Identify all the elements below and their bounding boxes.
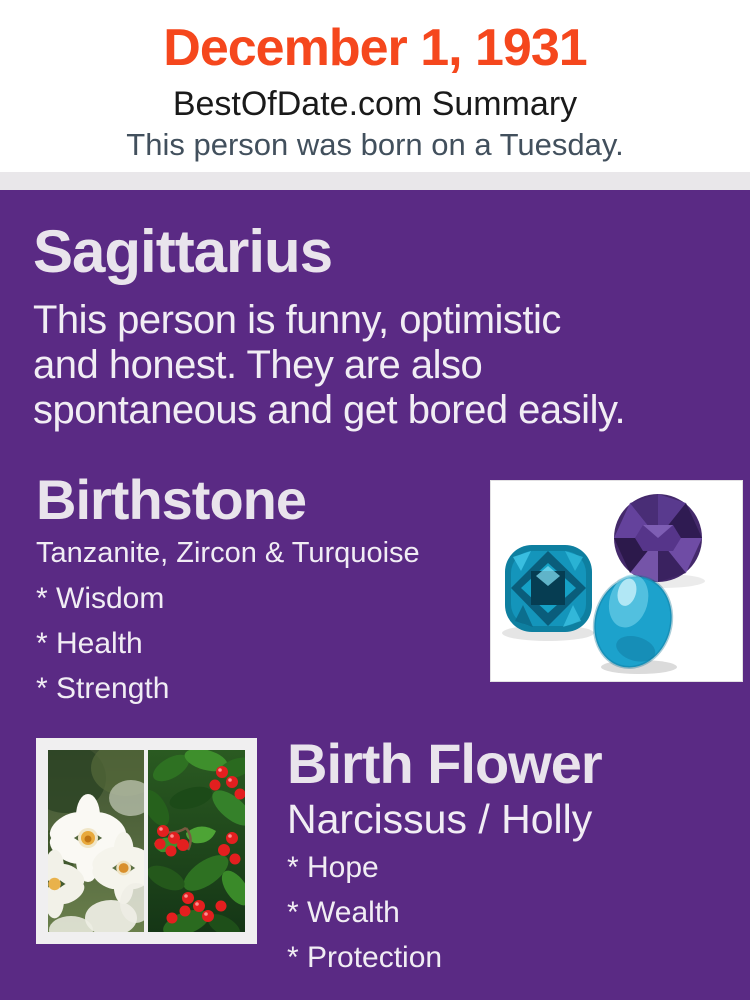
birthstone-names: Tanzanite, Zircon & Turquoise [36,537,420,569]
list-item: * Wealth [287,896,400,929]
list-item: * Hope [287,851,379,884]
header [0,0,750,172]
birth-flower-trait-list [287,853,442,988]
birth-flower-title: Birth Flower [287,732,602,795]
divider-bar [0,172,750,190]
details-section [0,190,750,1000]
birth-flower-names: Narcissus / Holly [287,796,593,842]
zodiac-description [33,298,625,433]
narcissus-holly-photo [36,738,257,944]
zircon-gem [505,545,592,632]
birthstone-trait-list [36,584,169,719]
list-item: * Protection [287,941,443,974]
zodiac-description-line: and honest. They are also [33,343,483,387]
zodiac-description-line: spontaneous and get bored easily. [33,388,626,432]
list-item: * Health [36,627,143,660]
zodiac-description-line: This person is funny, optimistic [33,298,561,342]
site-summary-title: BestOfDate.com Summary [172,85,578,123]
born-day-line: This person was born on a Tuesday. [126,127,624,162]
list-item: * Wisdom [36,582,165,615]
zodiac-sign-title: Sagittarius [33,218,333,285]
list-item: * Strength [36,672,170,705]
holly-half [137,745,257,943]
birth-flower-illustration [36,738,257,944]
narcissus-half [36,740,161,944]
tanzanite-gem [614,494,702,582]
gemstones-illustration [491,481,742,681]
birthstone-title: Birthstone [36,468,306,531]
gemstones-photo [490,480,743,682]
date-title: December 1, 1931 [163,19,587,77]
